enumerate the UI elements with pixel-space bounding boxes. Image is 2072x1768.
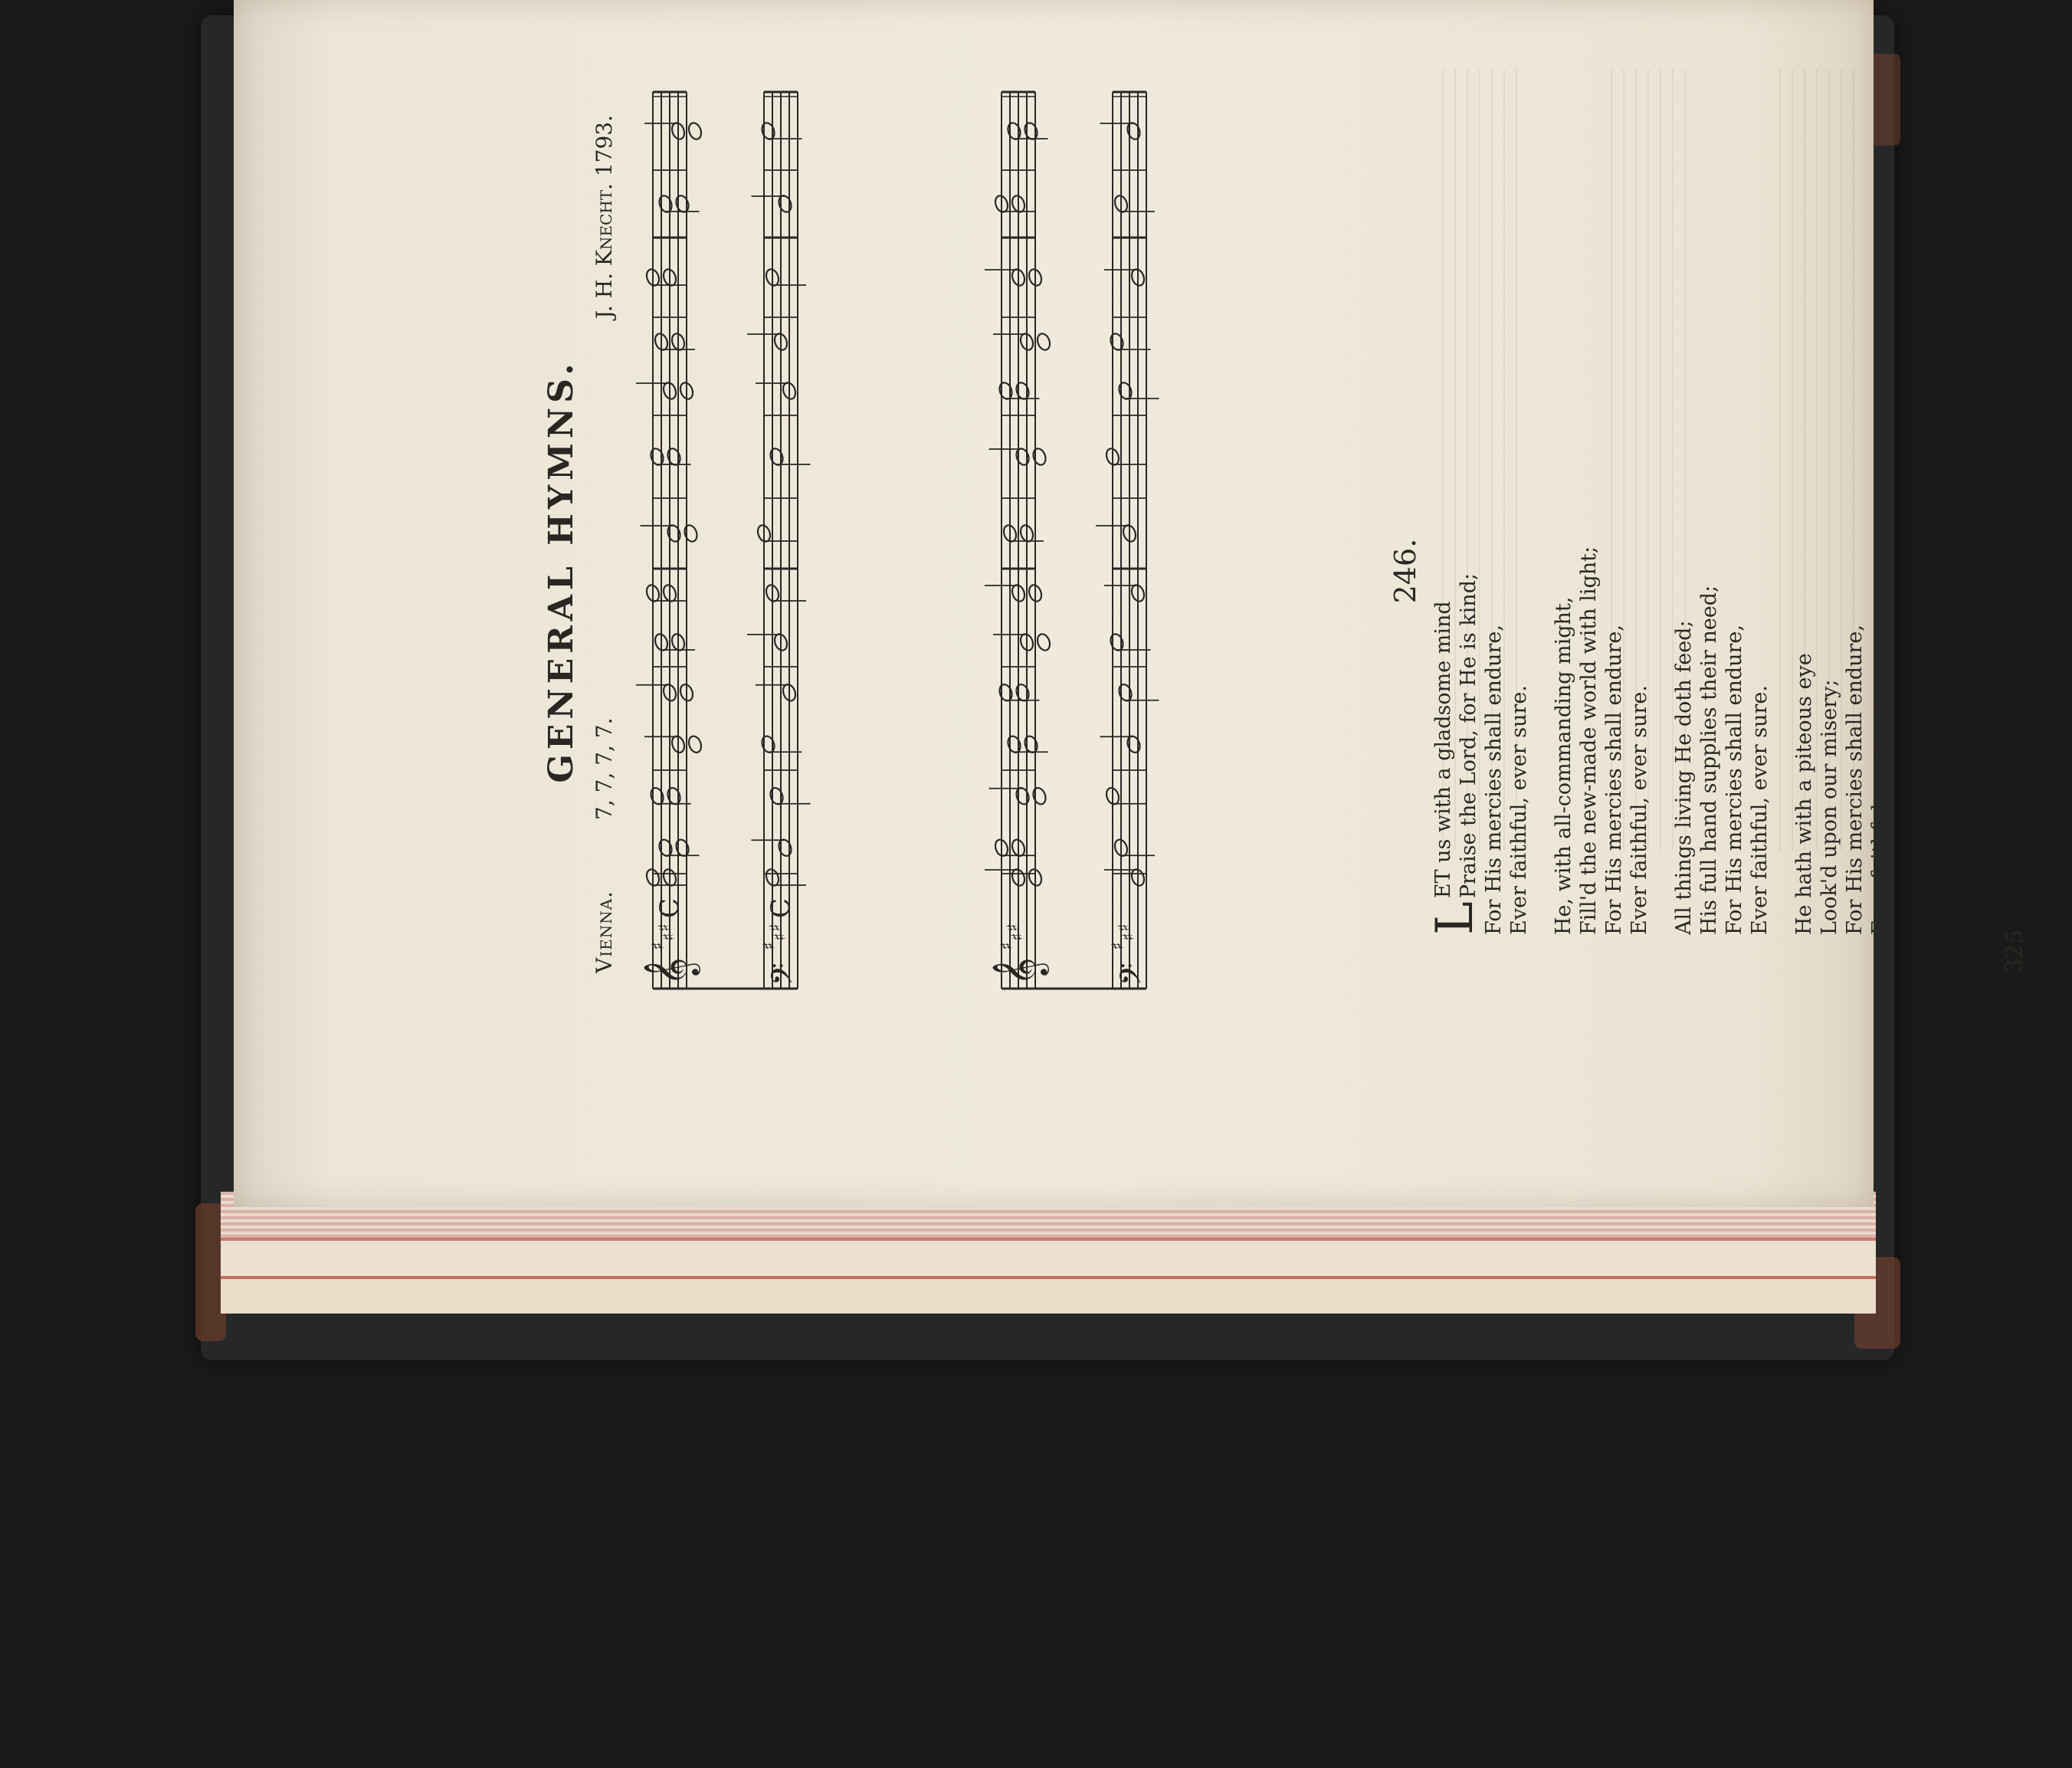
note-head	[1006, 121, 1023, 141]
note-head	[760, 121, 777, 141]
note-head	[769, 447, 785, 467]
sharp-icon: ♯	[655, 923, 674, 932]
note-head	[687, 734, 703, 754]
note-head	[657, 194, 674, 214]
note-head	[1031, 447, 1048, 467]
note-head	[777, 838, 794, 858]
hymn-stanza	[1792, 92, 1893, 935]
note-head	[769, 786, 785, 806]
note-head	[1035, 632, 1052, 652]
note-head	[1031, 786, 1048, 806]
note-head	[1015, 381, 1031, 401]
sharp-icon: ♯	[1004, 923, 1023, 932]
note-head	[1015, 786, 1031, 806]
note-head	[674, 838, 691, 858]
sharp-icon: ♯	[771, 933, 790, 941]
note-head	[1015, 683, 1031, 703]
note-head	[1109, 632, 1126, 652]
hymn-line: ET us with a gladsome mind	[1431, 601, 1455, 899]
hymn-line: Fill'd the new-made world with light;	[1577, 546, 1601, 935]
sharp-icon: ♯	[1008, 933, 1028, 941]
hymn-line: Ever faithful, ever sure.	[1507, 685, 1531, 935]
page-content	[500, 77, 2063, 1065]
page-number: 325	[2002, 929, 2028, 973]
note-head	[777, 194, 794, 214]
meter: 7, 7, 7, 7.	[592, 717, 617, 820]
note-head	[998, 381, 1015, 401]
hymn-line: Praise the Lord, for He is kind;	[1457, 572, 1480, 899]
section-title: GENERAL HYMNS.	[542, 359, 581, 783]
sharp-icon: ♯	[766, 923, 785, 932]
note-head	[657, 838, 674, 858]
hymn-line: He, with all-commanding might,	[1552, 596, 1575, 935]
note-head	[666, 523, 683, 543]
note-head	[1109, 332, 1126, 352]
hymn-line: Ever faithful, ever sure.	[1748, 685, 1772, 935]
note-head	[1006, 734, 1023, 754]
hymn-line: For His mercies shall endure,	[1602, 625, 1626, 935]
sharp-icon: ♯	[998, 942, 1017, 950]
bass-clef-icon: 𝄢	[765, 963, 806, 986]
note-head	[1126, 121, 1143, 141]
time-signature: C	[766, 897, 796, 918]
page-edges	[221, 1276, 1876, 1314]
hymn-line: His full hand supplies their need;	[1697, 585, 1721, 935]
tune-name: Vienna.	[592, 890, 617, 973]
hymn-text	[1425, 92, 1912, 935]
hymn-line: Look'd upon our misery;	[1818, 679, 1841, 935]
hymn-line: He hath with a piteous eye	[1792, 653, 1816, 935]
sharp-icon: ♯	[1115, 923, 1134, 932]
note-head	[687, 121, 703, 141]
treble-clef-icon: 𝄞	[991, 957, 1047, 986]
hymn-stanza	[1671, 92, 1772, 935]
hymn-stanza	[1551, 92, 1652, 935]
note-head	[1023, 734, 1040, 754]
sharp-icon: ♯	[1120, 933, 1139, 941]
hymn-line: For His mercies shall endure,	[1482, 625, 1506, 935]
note-head	[1023, 121, 1040, 141]
hymn-line: Ever faithful, ever sure.	[1868, 685, 1892, 935]
note-head	[1015, 447, 1031, 467]
note-head	[998, 683, 1015, 703]
note-head	[683, 523, 700, 543]
sharp-icon: ♯	[660, 933, 679, 941]
music-score	[630, 77, 1388, 1065]
note-head	[1126, 734, 1143, 754]
note-head	[666, 786, 683, 806]
hymn-stanza	[1425, 92, 1532, 935]
bass-clef-icon: 𝄢	[1113, 963, 1155, 986]
composer: J. H. Knecht. 1793.	[592, 115, 617, 320]
note-head	[674, 194, 691, 214]
treble-clef-icon: 𝄞	[642, 957, 698, 986]
hymn-number: 246.	[1388, 538, 1422, 604]
sharp-icon: ♯	[1109, 942, 1128, 950]
sharp-icon: ♯	[760, 942, 779, 950]
hymn-line: All things living He doth feed;	[1672, 620, 1696, 935]
sharp-icon: ♯	[649, 942, 668, 950]
note-head	[666, 447, 683, 467]
hymn-line: For His mercies shall endure,	[1843, 625, 1867, 935]
note-head	[649, 447, 666, 467]
hymnal-page	[234, 0, 2028, 1207]
note-head	[1117, 683, 1134, 703]
note-head	[649, 786, 666, 806]
note-head	[760, 734, 777, 754]
hymn-line: For His mercies shall endure,	[1723, 625, 1746, 935]
dropcap: L	[1425, 901, 1484, 935]
time-signature: C	[654, 897, 685, 918]
note-head	[1117, 381, 1134, 401]
hymn-line: Ever faithful, ever sure.	[1628, 685, 1651, 935]
note-head	[1035, 332, 1052, 352]
